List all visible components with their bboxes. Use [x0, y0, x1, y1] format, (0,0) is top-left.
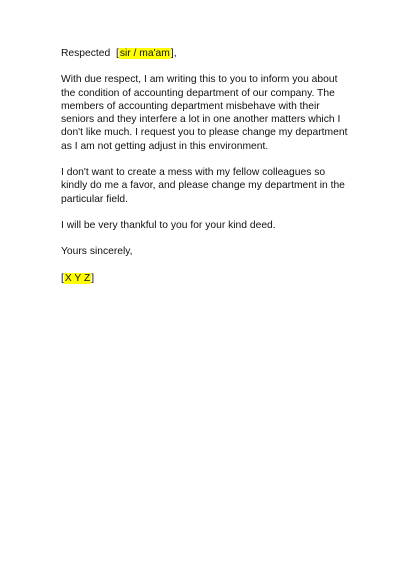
paragraph-3: I will be very thankful to you for your kind deed.	[61, 219, 276, 231]
paragraph-1-line: seniors and they interfere a lot in one another matters which I	[61, 114, 341, 126]
paragraph-1-line: the condition of accounting department of our company. The	[61, 87, 335, 99]
signature-line: [X Y Z]	[61, 272, 95, 284]
paragraph-2	[61, 166, 351, 206]
paragraph-2-line: particular field.	[61, 193, 128, 205]
closing-line: Yours sincerely,	[61, 246, 133, 258]
signature-placeholder: X Y Z	[64, 272, 91, 284]
greeting-prefix: Respected	[61, 48, 111, 59]
paragraph-1-line: as I am not getting adjust in this environment.	[61, 140, 269, 152]
greeting-line: Respected [sir / ma'am],	[61, 48, 177, 59]
paragraph-2-line: I don't want to create a mess with my fellow colleagues so	[61, 167, 326, 179]
paragraph-1-line: With due respect, I am writing this to you to inform you about	[61, 74, 338, 86]
letter-body	[61, 47, 351, 285]
paragraph-1-line: members of accounting department misbehave with their	[61, 100, 320, 112]
paragraph-2-line: kindly do me a favor, and please change my department in the	[61, 180, 345, 192]
paragraph-1-line: don't like much. I request you to please change my department	[61, 127, 348, 139]
paragraph-1	[61, 73, 351, 153]
recipient-placeholder: sir / ma'am	[119, 48, 170, 59]
greeting-suffix: ,	[173, 48, 177, 59]
